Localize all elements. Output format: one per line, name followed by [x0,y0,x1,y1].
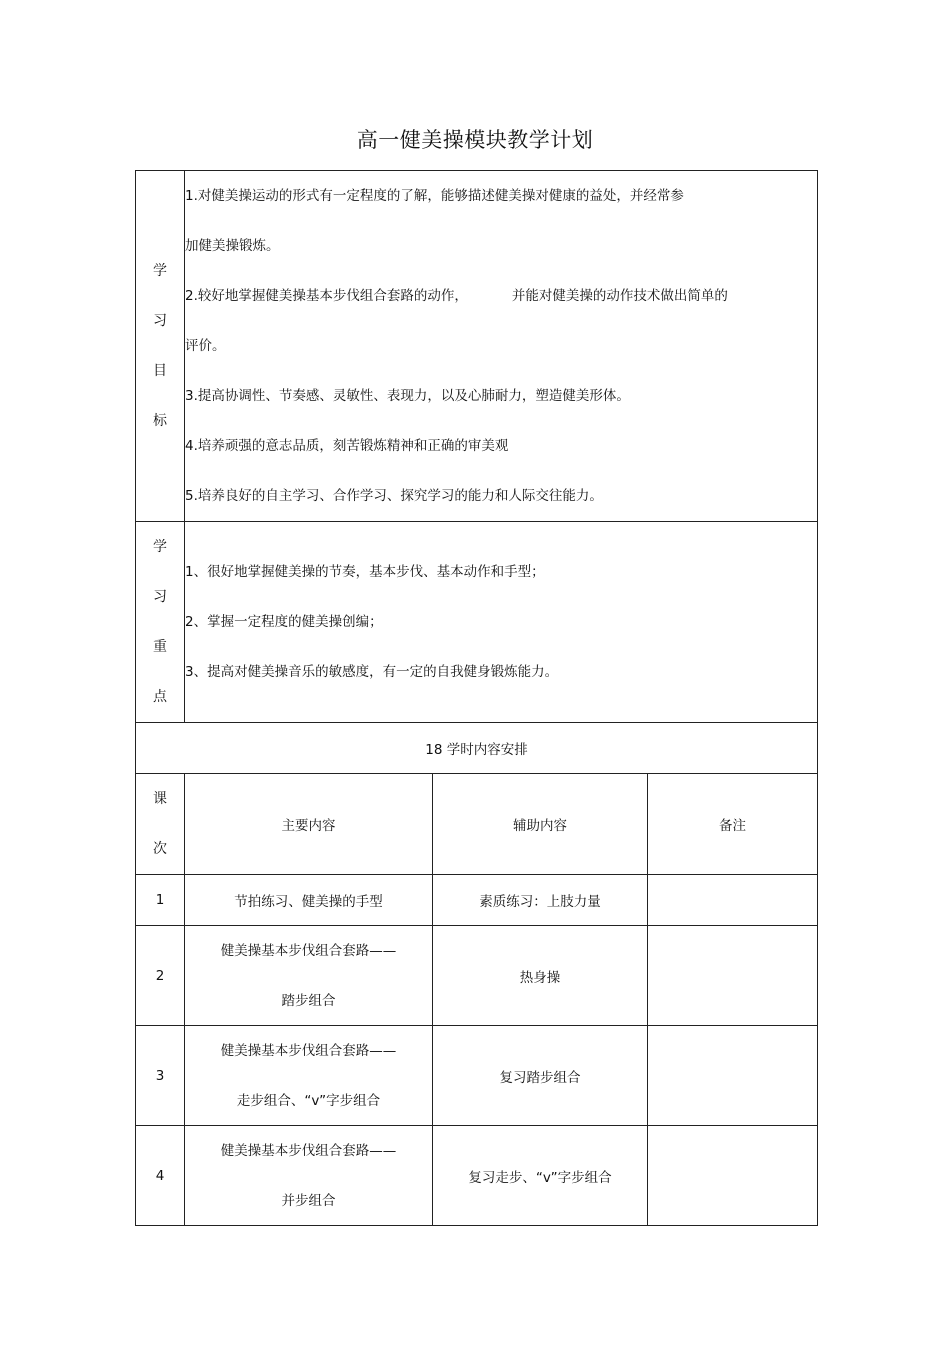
column-header-aux: 辅助内容 [433,774,648,875]
main-content: 健美操基本步伐组合套路—— 走步组合、“v”字步组合 [185,1026,433,1126]
schedule-header-row [136,774,818,875]
lesson-number-header: 课 次 [136,774,185,875]
goal-line: 2.较好地掌握健美操基本步伐组合套路的动作， 并能对健美操的动作技术做出简单的 [185,288,728,304]
note [648,875,818,926]
column-header-main: 主要内容 [185,774,433,875]
schedule-heading-row [136,723,818,774]
lesson-number: 1 [136,875,185,926]
teaching-plan-table [135,170,818,1226]
goal-line: 评价。 [185,338,226,354]
keypoint-line: 1、很好地掌握健美操的节奏，基本步伐、基本动作和手型； [185,564,545,580]
note [648,1126,818,1226]
lesson-number: 2 [136,926,185,1026]
goal-line: 4.培养顽强的意志品质，刻苦锻炼精神和正确的审美观 [185,438,509,454]
goals-content [185,171,818,522]
table-row [136,926,818,1026]
column-header-note: 备注 [648,774,818,875]
goal-line: 3.提高协调性、节奏感、灵敏性、表现力，以及心肺耐力，塑造健美形体。 [185,388,630,404]
keypoints-label: 学 习 重 点 [136,522,185,723]
aux-content: 复习踏步组合 [433,1026,648,1126]
goal-line: 加健美操锻炼。 [185,238,280,254]
lesson-number: 3 [136,1026,185,1126]
lesson-number: 4 [136,1126,185,1226]
goals-row [136,171,818,522]
goal-line: 5.培养良好的自主学习、合作学习、探究学习的能力和人际交往能力。 [185,488,603,504]
note [648,1026,818,1126]
keypoint-line: 2、掌握一定程度的健美操创编； [185,614,383,630]
aux-content: 素质练习：上肢力量 [433,875,648,926]
aux-content: 热身操 [433,926,648,1026]
note [648,926,818,1026]
main-content: 节拍练习、健美操的手型 [185,875,433,926]
keypoints-row [136,522,818,723]
goals-label: 学 习 目 标 [136,171,185,522]
goal-line: 1.对健美操运动的形式有一定程度的了解，能够描述健美操对健康的益处，并经常参 [185,188,684,204]
schedule-heading: 18 学时内容安排 [136,723,818,774]
main-content: 健美操基本步伐组合套路—— 并步组合 [185,1126,433,1226]
table-row [136,875,818,926]
page-title: 高一健美操模块教学计划 [356,128,594,152]
aux-content: 复习走步、“v”字步组合 [433,1126,648,1226]
keypoint-line: 3、提高对健美操音乐的敏感度，有一定的自我健身锻炼能力。 [185,664,559,680]
main-content: 健美操基本步伐组合套路—— 踏步组合 [185,926,433,1026]
table-row [136,1026,818,1126]
table-row [136,1126,818,1226]
keypoints-content [185,522,818,723]
